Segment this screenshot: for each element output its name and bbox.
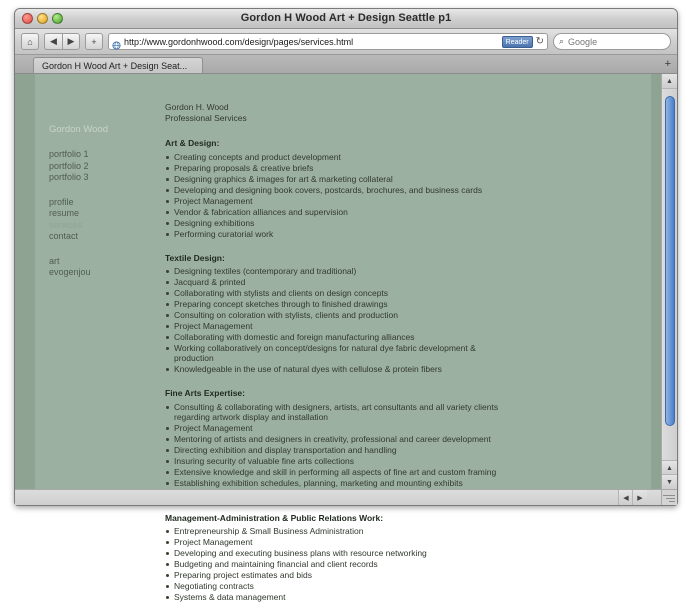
section-list (165, 402, 511, 499)
services-article (165, 102, 511, 603)
reader-button[interactable]: Reader (502, 36, 533, 48)
section-title: Fine Arts Expertise: (165, 388, 245, 398)
tab-bar (15, 55, 677, 74)
browser-toolbar (15, 29, 677, 55)
scroll-down-icon[interactable]: ▼ (662, 474, 677, 489)
list-item: Designing textiles (contemporary and traditional) (165, 266, 511, 276)
list-item: Working collaboratively on concept/designs for natural dye fabric development & production (165, 343, 511, 363)
list-item: Developing and executing business plans with resource networking (165, 548, 511, 558)
address-bar-actions (502, 36, 544, 48)
section-list (165, 266, 511, 374)
search-placeholder: Google (568, 36, 598, 47)
list-item: Collaborating with stylists and clients on design concepts (165, 288, 511, 298)
list-item: Performing curatorial work (165, 229, 511, 239)
window-titlebar[interactable] (15, 9, 677, 29)
window-resize-corner[interactable] (661, 489, 677, 505)
sidebar-item-profile[interactable]: profile (49, 196, 74, 207)
section-title: Textile Design: (165, 252, 225, 263)
forward-icon[interactable]: ▶ (62, 33, 80, 50)
scroll-up-icon-bottom[interactable]: ▲ (662, 460, 677, 475)
section-fine-arts-expertise (165, 388, 511, 499)
address-bar-text: http://www.gordonhwood.com/design/pages/services.html (124, 36, 354, 47)
search-icon: ⌕ (559, 36, 565, 46)
sidebar-item-portfolio-1[interactable]: portfolio 1 (49, 149, 89, 159)
browser-window (14, 8, 678, 602)
list-item: Jacquard & printed (165, 277, 511, 287)
reload-icon[interactable]: ↻ (535, 36, 544, 47)
list-item: Mentoring of artists and designers in creativity, professional and career development (165, 434, 511, 444)
page-body (35, 74, 651, 602)
scroll-right-icon[interactable]: ▶ (632, 490, 647, 505)
site-brand: Gordon Wood (49, 124, 108, 135)
list-item: Consulting on coloration with stylists, clients and production (165, 310, 511, 320)
tab-active[interactable] (33, 57, 203, 73)
list-item: Consulting & collaborating with designers, artists, art consultants and all variety clients regarding artwork display and installation (165, 402, 511, 422)
list-item: Entrepreneurship & Small Business Administration (165, 526, 511, 536)
home-icon[interactable]: ⌂ (21, 33, 39, 50)
author-name: Gordon H. Wood (165, 102, 229, 112)
section-management-administration (165, 513, 511, 603)
section-art-design (165, 138, 511, 239)
list-item: Project Management (165, 537, 511, 547)
back-icon[interactable]: ◀ (44, 33, 62, 50)
list-item: Extensive knowledge and skill in performing all aspects of fine art and custom framing (165, 467, 511, 477)
list-item: Collaborating with domestic and foreign manufacturing alliances (165, 332, 511, 342)
list-item: Designing exhibitions (165, 218, 511, 228)
page-title: Professional Services (165, 113, 247, 123)
list-item: Preparing proposals & creative briefs (165, 163, 511, 173)
globe-icon (112, 37, 121, 47)
list-item: Preparing project estimates and bids (165, 570, 511, 580)
tab-label: Gordon H Wood Art + Design Seat... (42, 60, 188, 71)
address-bar[interactable] (108, 33, 548, 50)
add-bookmark-icon[interactable]: + (85, 33, 103, 50)
section-title: Management-Administration & Public Relations Work: (165, 512, 384, 523)
sidebar-item-evogenjou[interactable]: evogenjou (49, 267, 91, 277)
list-item: Knowledgeable in the use of natural dyes with cellulose & protein fibers (165, 364, 511, 374)
window-title: Gordon H Wood Art + Design Seattle p1 (240, 12, 452, 24)
content-area (15, 74, 677, 602)
list-item: Developing and designing book covers, postcards, brochures, and business cards (165, 185, 511, 195)
site-sidebar (49, 124, 144, 292)
list-item: Budgeting and maintaining financial and client records (165, 559, 511, 569)
list-item: Project Management (165, 196, 511, 206)
scroll-up-icon[interactable]: ▲ (662, 74, 677, 89)
new-tab-icon[interactable]: + (664, 58, 671, 70)
vertical-scrollbar[interactable] (661, 74, 677, 489)
list-item: Project Management (165, 423, 511, 433)
sidebar-item-portfolio-2[interactable]: portfolio 2 (49, 160, 89, 171)
list-item: Vendor & fabrication alliances and supervision (165, 207, 511, 217)
list-item: Insuring security of valuable fine arts collections (165, 456, 511, 466)
sidebar-item-resume[interactable]: resume (49, 208, 80, 218)
list-item: Creating concepts and product development (165, 152, 511, 162)
sidebar-item-art[interactable]: art (49, 255, 60, 266)
list-item: Designing graphics & images for art & marketing collateral (165, 174, 511, 184)
horizontal-scrollbar[interactable] (15, 489, 661, 505)
scroll-left-icon[interactable]: ◀ (618, 490, 633, 505)
search-field[interactable] (553, 33, 671, 50)
list-item: Establishing exhibition schedules, planning, marketing and mounting exhibits (165, 478, 511, 488)
nav-group-info (49, 197, 144, 243)
sidebar-item-services[interactable]: services (49, 219, 83, 230)
section-textile-design (165, 253, 511, 375)
sidebar-item-portfolio-3[interactable]: portfolio 3 (49, 172, 89, 182)
section-list (165, 152, 511, 239)
section-title: Art & Design: (165, 138, 220, 148)
resize-grip-icon (663, 491, 676, 504)
list-item: Project Management (165, 321, 511, 331)
vertical-scrollbar-thumb[interactable] (665, 96, 675, 426)
nav-group-portfolio (49, 149, 144, 184)
nav-group-other (49, 256, 144, 279)
list-item: Directing exhibition and display transportation and handling (165, 445, 511, 455)
list-item: Preparing concept sketches through to finished drawings (165, 299, 511, 309)
nav-button-group (44, 33, 80, 50)
sidebar-item-contact[interactable]: contact (49, 231, 79, 241)
list-item: Systems & data management (165, 592, 511, 602)
web-page (15, 74, 661, 602)
list-item: Negotiating contracts (165, 581, 511, 591)
section-list (165, 526, 511, 602)
